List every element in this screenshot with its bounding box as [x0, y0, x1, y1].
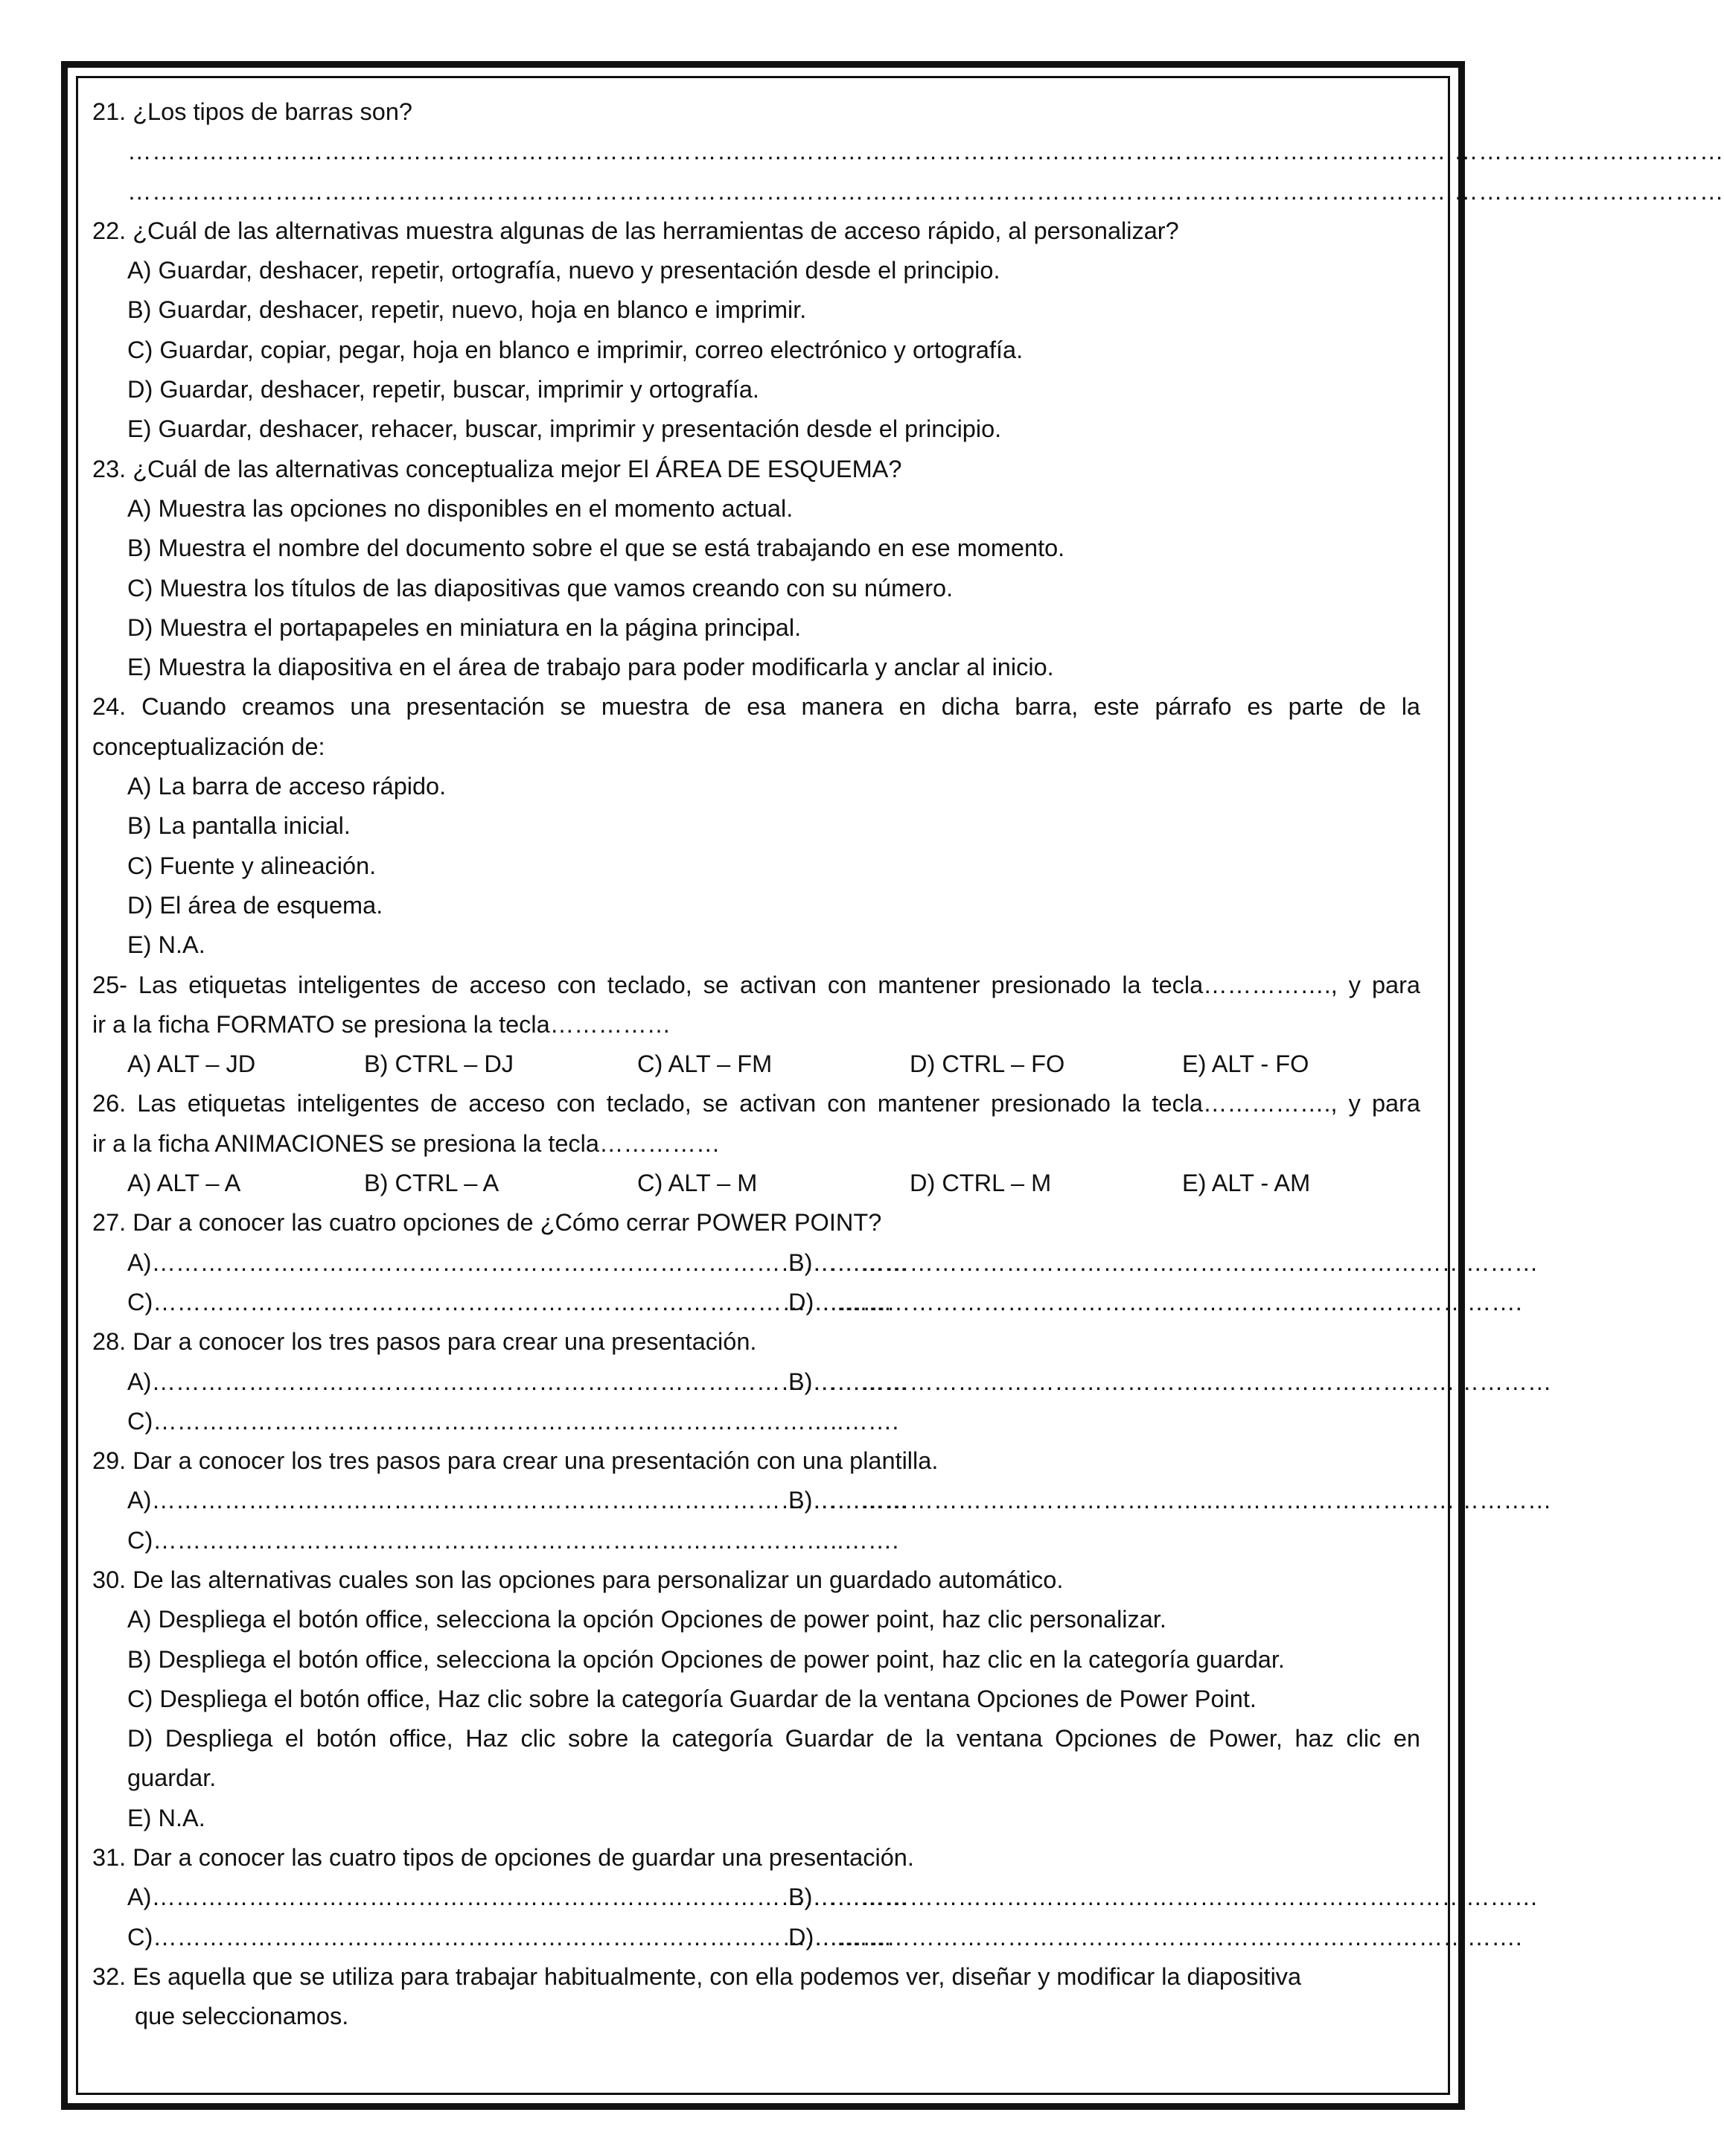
- q28-answer-row-1: [92, 1362, 1552, 1402]
- q27-answer-row-2: [92, 1283, 1522, 1322]
- q27-question: 27. Dar a conocer las cuatro opciones de ¿Cómo cerrar POWER POINT?: [92, 1209, 882, 1237]
- q26-question-line-1: 26. Las etiquetas inteligentes de acceso con teclado, se activan con mantener presionado la tecla……………., y para: [92, 1090, 1420, 1117]
- q22-option-d[interactable]: D) Guardar, deshacer, repetir, buscar, imprimir y ortografía.: [127, 376, 759, 404]
- q31-answer-c[interactable]: C)…………………………………………………………………………..……: [127, 1923, 893, 1951]
- q31-answer-row-1: [92, 1878, 1539, 1917]
- q26-option-b[interactable]: B) CTRL – A: [364, 1170, 499, 1197]
- q22-option-e[interactable]: E) Guardar, deshacer, rehacer, buscar, imprimir y presentación desde el principio.: [127, 415, 1002, 443]
- q32-question-line-1: 32. Es aquella que se utiliza para trabajar habitualmente, con ella podemos ver, diseñar y modificar la diapositiva: [92, 1962, 1302, 1990]
- q21-answer-line-2[interactable]: ……………………………………………………………………………………………………………………………………………………………………………: [127, 177, 1724, 205]
- q28-answer-b[interactable]: B)…………………………………………..……………………………………: [788, 1368, 1552, 1395]
- q26-options-row: [92, 1164, 1420, 1203]
- q22-option-a[interactable]: A) Guardar, deshacer, repetir, ortografía, nuevo y presentación desde el principio.: [127, 257, 1000, 284]
- q25-option-d[interactable]: D) CTRL – FO: [910, 1050, 1065, 1078]
- q26-question-line-2: ir a la ficha ANIMACIONES se presiona la tecla……………: [92, 1129, 721, 1157]
- q30-question: 30. De las alternativas cuales son las opciones para personalizar un guardado automático.: [92, 1566, 1064, 1593]
- q28-answer-c[interactable]: C)…………………………………………………………………………..…….: [127, 1407, 899, 1435]
- q31-answer-a[interactable]: A)…………………………………………………………………………….……: [127, 1884, 909, 1911]
- q25-option-b[interactable]: B) CTRL – DJ: [364, 1050, 514, 1078]
- q23-option-a[interactable]: A) Muestra las opciones no disponibles en el momento actual.: [127, 494, 794, 522]
- q26-option-e[interactable]: E) ALT - AM: [1182, 1170, 1311, 1197]
- q22-option-b[interactable]: B) Guardar, deshacer, repetir, nuevo, hoja en blanco e imprimir.: [127, 296, 807, 324]
- q28-question: 28. Dar a conocer los tres pasos para crear una presentación.: [92, 1328, 757, 1356]
- q23-question: 23. ¿Cuál de las alternativas conceptualiza mejor El ÁREA DE ESQUEMA?: [92, 455, 902, 482]
- q25-question-line-1: 25- Las etiquetas inteligentes de acceso con teclado, se activan con mantener presionado la tecla……………., y para: [92, 971, 1420, 998]
- q27-answer-d[interactable]: D)…………………………………………………………………………….: [788, 1288, 1522, 1315]
- q30-option-d-line-2[interactable]: guardar.: [127, 1764, 217, 1792]
- q22-question: 22. ¿Cuál de las alternativas muestra algunas de las herramientas de acceso rápido, al personalizar?: [92, 217, 1179, 244]
- q27-answer-a[interactable]: A)…………………………………………………………………………….……: [127, 1248, 909, 1276]
- q23-option-e[interactable]: E) Muestra la diapositiva en el área de trabajo para poder modificarla y anclar al inicio.: [127, 654, 1054, 681]
- q30-option-c[interactable]: C) Despliega el botón office, Haz clic sobre la categoría Guardar de la ventana Opciones de Power Point.: [127, 1685, 1257, 1712]
- q26-option-a[interactable]: A) ALT – A: [127, 1170, 241, 1197]
- q24-option-b[interactable]: B) La pantalla inicial.: [127, 812, 351, 840]
- q27-answer-row-1: [92, 1243, 1539, 1283]
- q24-option-e[interactable]: E) N.A.: [127, 931, 205, 959]
- q29-answer-a[interactable]: A)…………………………………………………………………………….……: [127, 1487, 909, 1514]
- q22-option-c[interactable]: C) Guardar, copiar, pegar, hoja en blanco e imprimir, correo electrónico y ortografía.: [127, 336, 1024, 363]
- q29-answer-b[interactable]: B)…………………………………………..……………………………………: [788, 1487, 1552, 1514]
- q25-option-e[interactable]: E) ALT - FO: [1182, 1050, 1309, 1078]
- q27-answer-c[interactable]: C)…………………………………………………………………………..……: [127, 1288, 893, 1315]
- q26-option-c[interactable]: C) ALT – M: [637, 1170, 758, 1197]
- q29-question: 29. Dar a conocer los tres pasos para crear una presentación con una plantilla.: [92, 1447, 939, 1475]
- exam-content: [92, 92, 1724, 2037]
- q30-option-e[interactable]: E) N.A.: [127, 1804, 205, 1831]
- q23-option-b[interactable]: B) Muestra el nombre del documento sobre el que se está trabajando en ese momento.: [127, 535, 1065, 562]
- q31-answer-d[interactable]: D)…………………………………………………………………………….: [788, 1923, 1522, 1951]
- q24-option-d[interactable]: D) El área de esquema.: [127, 891, 383, 919]
- q29-answer-row-2: [92, 1521, 1420, 1560]
- q21-question: 21. ¿Los tipos de barras son?: [92, 98, 412, 125]
- q24-option-c[interactable]: C) Fuente y alineación.: [127, 852, 377, 879]
- q31-answer-b[interactable]: B)………………………………………………………………………………: [788, 1884, 1539, 1911]
- q25-option-c[interactable]: C) ALT – FM: [637, 1050, 773, 1078]
- q23-option-d[interactable]: D) Muestra el portapapeles en miniatura en la página principal.: [127, 613, 802, 641]
- q23-option-c[interactable]: C) Muestra los títulos de las diapositivas que vamos creando con su número.: [127, 574, 954, 602]
- q30-option-d-line-1[interactable]: D) Despliega el botón office, Haz clic sobre la categoría Guardar de la ventana Opciones de Power, haz clic en: [127, 1725, 1420, 1752]
- q30-option-b[interactable]: B) Despliega el botón office, selecciona la opción Opciones de power point, haz clic en la categoría guardar.: [127, 1645, 1285, 1673]
- q24-question-line-2: conceptualización de:: [92, 733, 325, 760]
- q29-answer-row-1: [92, 1481, 1552, 1520]
- q31-answer-row-2: [92, 1918, 1522, 1957]
- q24-option-a[interactable]: A) La barra de acceso rápido.: [127, 773, 447, 800]
- q25-question-line-2: ir a la ficha FORMATO se presiona la tecla……………: [92, 1010, 671, 1038]
- q28-answer-row-2: [92, 1402, 1420, 1441]
- q29-answer-c[interactable]: C)…………………………………………………………………………..…….: [127, 1526, 899, 1554]
- q25-options-row: [92, 1044, 1420, 1084]
- q25-option-a[interactable]: A) ALT – JD: [127, 1050, 256, 1078]
- q21-answer-line-1[interactable]: ……………………………………………………………………………………………………………………………………………………………………………: [127, 138, 1724, 165]
- q28-answer-a[interactable]: A)…………………………………………………………………………….……: [127, 1368, 909, 1395]
- q31-question: 31. Dar a conocer las cuatro tipos de opciones de guardar una presentación.: [92, 1844, 914, 1872]
- q27-answer-b[interactable]: B)………………………………………………………………………………: [788, 1248, 1539, 1276]
- q26-option-d[interactable]: D) CTRL – M: [910, 1170, 1052, 1197]
- q32-question-line-2: que seleccionamos.: [135, 2003, 349, 2030]
- q30-option-a[interactable]: A) Despliega el botón office, selecciona la opción Opciones de power point, haz clic personalizar.: [127, 1606, 1166, 1633]
- q24-question-line-1: 24. Cuando creamos una presentación se muestra de esa manera en dicha barra, este párrafo es parte de la: [92, 693, 1420, 721]
